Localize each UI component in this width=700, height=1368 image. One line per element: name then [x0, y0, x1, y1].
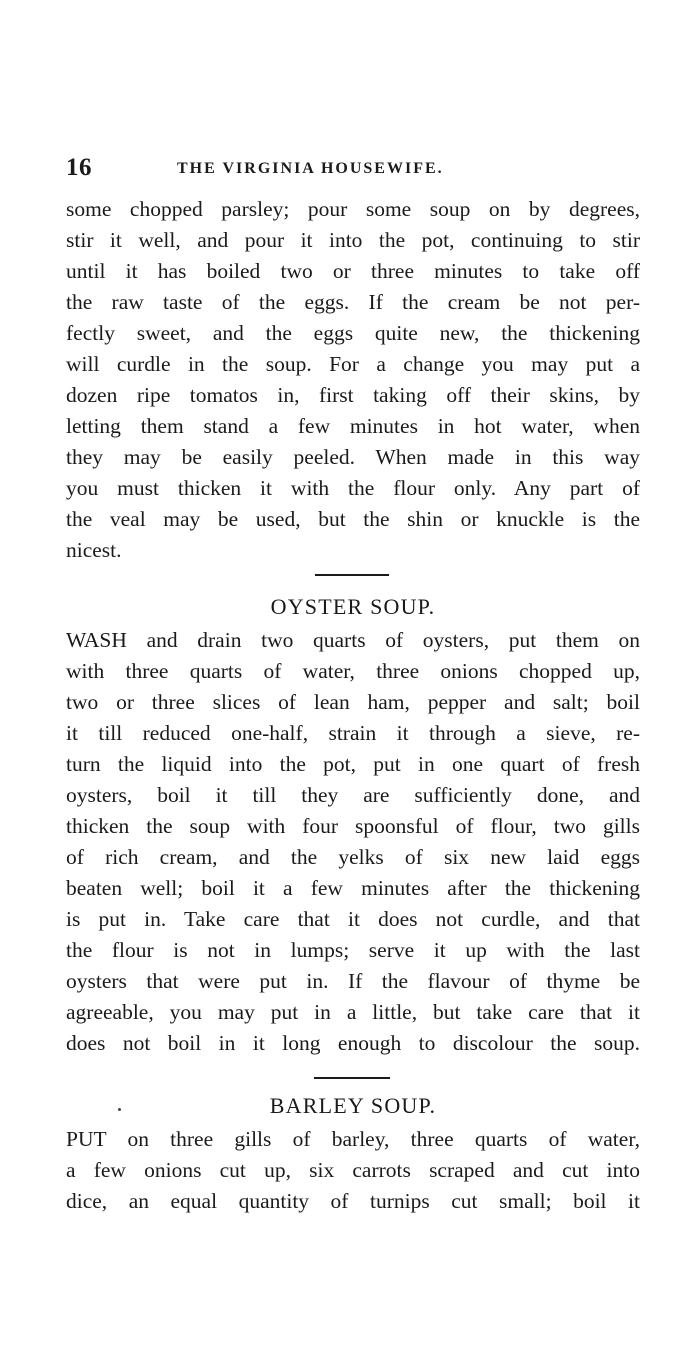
paragraph-line: it till reduced one-half, strain it through a sieve, re- — [66, 721, 640, 745]
paragraph-line: fectly sweet, and the eggs quite new, the thickening — [66, 321, 640, 345]
paragraph-line: with three quarts of water, three onions chopped up, — [66, 659, 640, 683]
running-title: THE VIRGINIA HOUSEWIFE. — [177, 160, 444, 177]
paragraph-line: will curdle in the soup. For a change you may put a — [66, 352, 640, 376]
paragraph-line: is put in. Take care that it does not curdle, and that — [66, 907, 640, 931]
paragraph-line: dice, an equal quantity of turnips cut small; boil it — [66, 1189, 640, 1213]
paragraph-line: they may be easily peeled. When made in this way — [66, 445, 640, 469]
paragraph-line: does not boil in it long enough to discolour the soup. — [66, 1031, 640, 1055]
paragraph-line: dozen ripe tomatos in, first taking off their skins, by — [66, 383, 640, 407]
running-head — [66, 154, 640, 186]
section-divider — [315, 574, 389, 576]
oyster-soup-recipe — [66, 625, 640, 1059]
paragraph-line: oysters that were put in. If the flavour of thyme be — [66, 969, 640, 993]
paragraph-line: a few onions cut up, six carrots scraped and cut into — [66, 1158, 640, 1182]
paragraph-line: PUT on three gills of barley, three quarts of water, — [66, 1127, 640, 1151]
paragraph-line: you must thicken it with the flour only. Any part of — [66, 476, 640, 500]
paragraph-line: turn the liquid into the pot, put in one quart of fresh — [66, 752, 640, 776]
paragraph-line: the flour is not in lumps; serve it up with the last — [66, 938, 640, 962]
paragraph-line: WASH and drain two quarts of oysters, put them on — [66, 628, 640, 652]
paragraph-line: stir it well, and pour it into the pot, continuing to stir — [66, 228, 640, 252]
paragraph-line: nicest. — [66, 538, 122, 562]
paragraph-line: agreeable, you may put in a little, but take care that it — [66, 1000, 640, 1024]
veal-soup-continuation — [66, 194, 640, 566]
oyster-soup-heading: OYSTER SOUP. — [270, 594, 436, 619]
section-divider — [314, 1077, 390, 1079]
paragraph-line: of rich cream, and the yelks of six new laid eggs — [66, 845, 640, 869]
paragraph-line: the raw taste of the eggs. If the cream be not per- — [66, 290, 640, 314]
paragraph-line: thicken the soup with four spoonsful of flour, two gills — [66, 814, 640, 838]
barley-soup-recipe — [66, 1124, 640, 1217]
page-number: 16 — [66, 154, 92, 181]
paragraph-line: the veal may be used, but the shin or knuckle is the — [66, 507, 640, 531]
paragraph-line: until it has boiled two or three minutes to take off — [66, 259, 640, 283]
paragraph-line: letting them stand a few minutes in hot water, when — [66, 414, 640, 438]
paragraph-line: oysters, boil it till they are sufficiently done, and — [66, 783, 640, 807]
paragraph-line: beaten well; boil it a few minutes after the thickening — [66, 876, 640, 900]
barley-soup-heading: BARLEY SOUP. — [269, 1093, 437, 1118]
paragraph-line: some chopped parsley; pour some soup on by degrees, — [66, 197, 640, 221]
paragraph-line: two or three slices of lean ham, pepper and salt; boil — [66, 690, 640, 714]
